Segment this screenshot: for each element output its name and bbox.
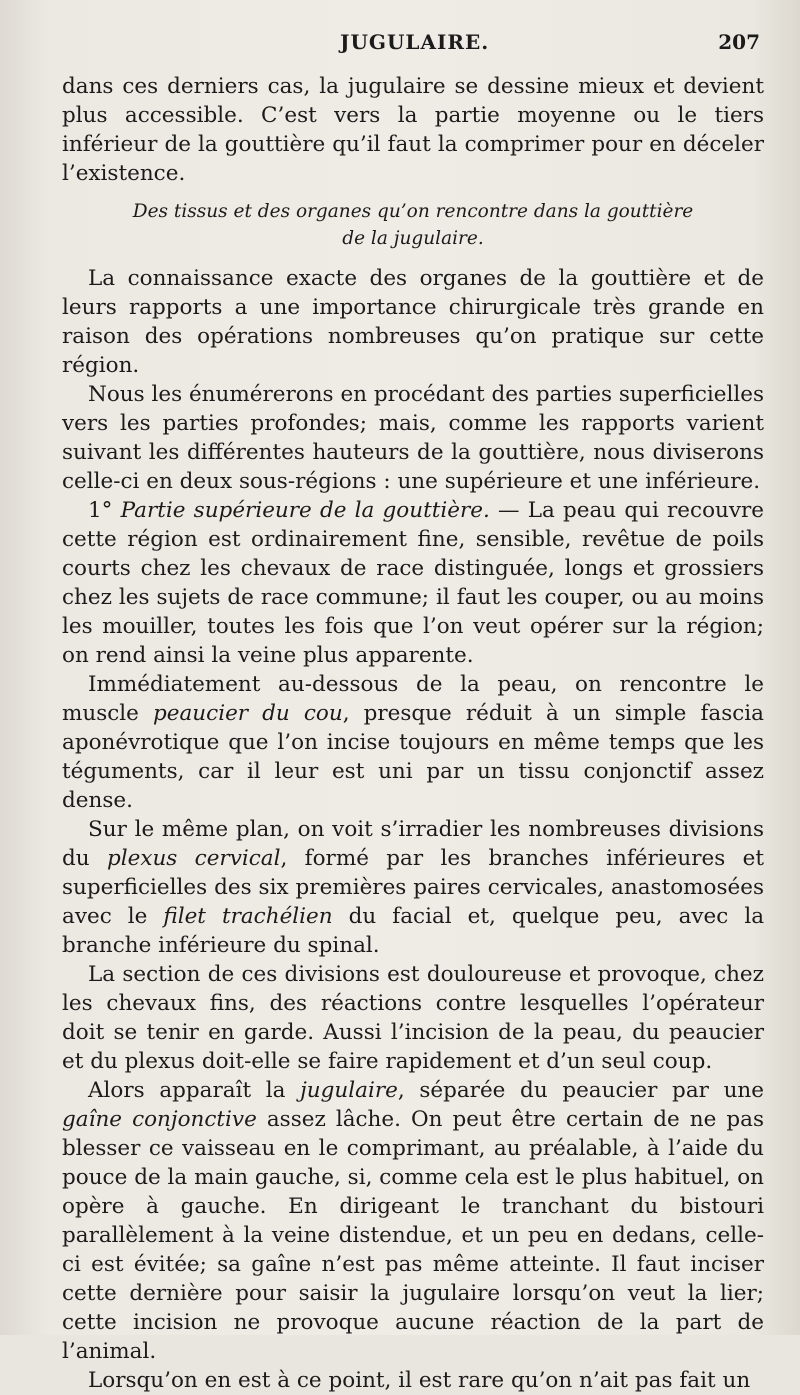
p8-b: , séparée du peaucier par une (397, 1078, 764, 1103)
paragraph-5 (62, 670, 764, 815)
p4-rest: — La peau qui recouvre cette région est ordinairement fine, sensible, revêtue de poils courts chez les chevaux de race distinguée, longs et grossiers chez les sujets de race commune; il faut les couper, ou au moins les mouiller, toutes les fois que l’on veut opérer sur la région; on rend ainsi la veine plus apparente. (62, 498, 765, 668)
paragraph-3: Nous les énumérerons en procédant des parties superficielles vers les parties profondes; mais, comme les rapports varient suivant les différentes hauteurs de la gouttière, nous diviserons celle-ci en deux sous-régions : une supérieure et une inférieure. (62, 382, 764, 494)
p8-c: assez lâche. On peut être certain de ne pas blesser ce vaisseau en le comprimant, au préalable, à l’aide du pouce de la main gauche, si, comme cela est le plus habituel, on opère à gauche. En dirigeant le tranchant du bistouri parallèlement à la veine distendue, et un peu en dedans, celle-ci est évitée; sa gaîne n’est pas même atteinte. Il faut inciser cette dernière pour saisir la jugulaire lorsqu’on veut la lier; cette incision ne provoque aucune réaction de la part de l’animal. (62, 1107, 764, 1364)
paragraph-7: La section de ces divisions est douloureuse et provoque, chez les chevaux fins, des réactions contre lesquelles l’opérateur doit se tenir en garde. Aussi l’incision de la peau, du peaucier et du plexus doit-elle se faire rapidement et d’un seul coup. (62, 962, 764, 1074)
p6-italic-1: plexus cervical (106, 846, 281, 871)
p5-b: , presque réduit à un simple fascia aponévrotique que l’on incise toujours en même temps que les téguments, car il leur est uni par un tissu conjonctif assez dense. (62, 701, 764, 813)
paragraph-2: La connaissance exacte des organes de la gouttière et de leurs rapports a une importance chirurgicale très grande en raison des opérations nombreuses qu’on pratique sur cette région. (62, 266, 764, 378)
subtitle-line-1: Des tissus et des organes qu’on rencontre dans la gouttière (132, 201, 694, 222)
paragraph-8 (62, 1076, 764, 1366)
p8-italic-1: jugulaire (300, 1078, 398, 1103)
page-number: 207 (718, 30, 760, 54)
p4-heading-italic: Partie supérieure de la gouttière. (120, 498, 490, 523)
page-body (62, 72, 764, 1395)
p6-c: du facial et, quelque peu, avec la branche inférieure du spinal. (62, 904, 765, 958)
paragraph-9: Lorsqu’on en est à ce point, il est rare qu’on n’ait pas fait un (88, 1368, 751, 1393)
p8-italic-2: gaîne conjonctive (62, 1107, 257, 1132)
section-subtitle (62, 198, 764, 252)
paragraph-4 (62, 496, 764, 670)
paragraph-6 (62, 815, 764, 960)
p5-a: Immédiatement au-dessous de la peau, on rencontre le muscle (62, 672, 764, 726)
running-header (60, 30, 760, 60)
subtitle-line-2: de la jugulaire. (342, 228, 484, 249)
p6-a: Sur le même plan, on voit s’irradier les nombreuses divisions du (62, 817, 764, 871)
p5-italic: peaucier du cou (153, 701, 343, 726)
p4-lead: 1° (88, 498, 121, 523)
running-title: JUGULAIRE. (340, 30, 490, 54)
p6-b: , formé par les branches inférieures et superficielles des six premières paires cervicales, anastomosées avec le (62, 846, 764, 929)
p8-a: Alors apparaît la (88, 1078, 301, 1103)
p6-italic-2: filet trachélien (163, 904, 333, 929)
paragraph-1: dans ces derniers cas, la jugulaire se dessine mieux et devient plus accessible. C’est vers la partie moyenne ou le tiers inférieur de la gouttière qu’il faut la comprimer pour en déceler l’existence. (62, 74, 764, 186)
